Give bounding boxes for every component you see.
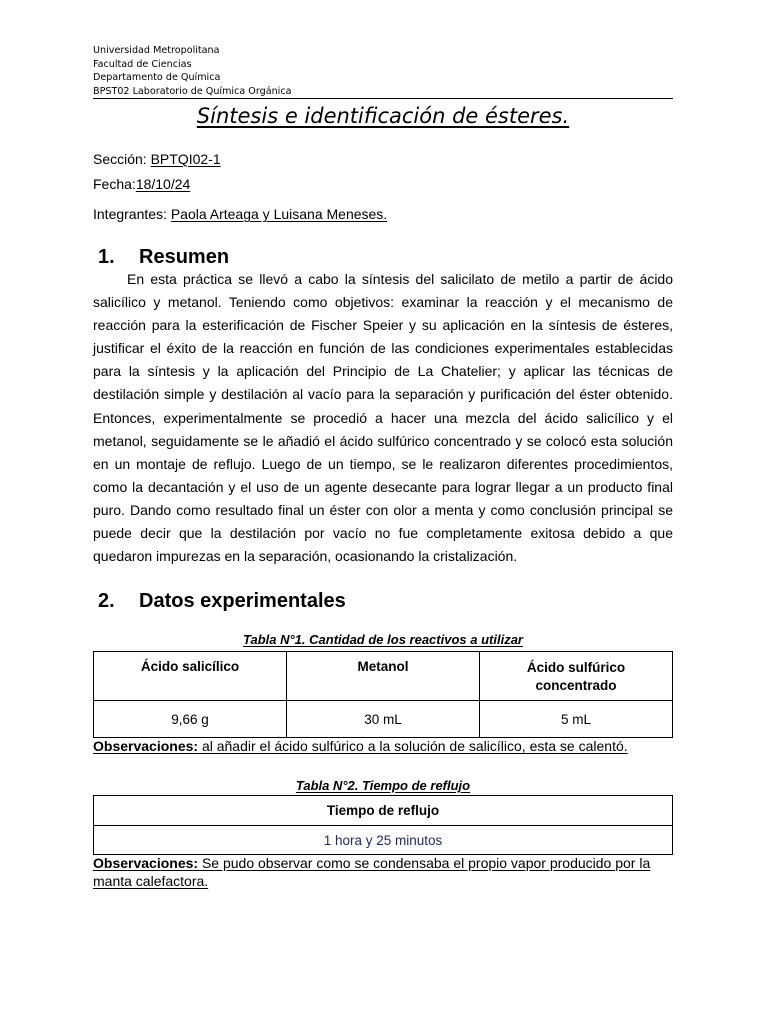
table2-observations bbox=[93, 854, 673, 890]
section-field bbox=[93, 151, 221, 167]
table1-caption: Tabla N°1. Cantidad de los reactivos a utilizar bbox=[243, 632, 523, 647]
table2-caption: Tabla N°2. Tiempo de reflujo bbox=[295, 778, 471, 793]
course-name: BPST02 Laboratorio de Química Orgánica bbox=[93, 85, 292, 97]
date-value: 18/10/24 bbox=[135, 176, 191, 192]
observations-text: Se pudo observar como se condensaba el propio vapor producido por la manta calefactora. bbox=[93, 855, 651, 889]
table-header-row bbox=[94, 652, 673, 701]
date-field bbox=[93, 176, 190, 192]
faculty-name: Facultad de Ciencias bbox=[93, 58, 192, 70]
section-number: 2. bbox=[98, 590, 115, 612]
section-title: Datos experimentales bbox=[139, 590, 346, 612]
observations-label: Observaciones: bbox=[93, 738, 199, 754]
header-divider bbox=[93, 98, 673, 99]
department-name: Departamento de Química bbox=[93, 72, 221, 83]
reagents-table bbox=[93, 651, 673, 738]
letterhead bbox=[93, 44, 673, 98]
document-title: Síntesis e identificación de ésteres. bbox=[196, 104, 570, 128]
members-value: Paola Arteaga y Luisana Meneses. bbox=[170, 206, 388, 222]
header-cell-salicylic-acid: Ácido salicílico bbox=[94, 652, 287, 701]
header-cell-methanol: Metanol bbox=[287, 652, 480, 701]
observations-label: Observaciones: bbox=[93, 855, 199, 871]
observations-text: al añadir el ácido sulfúrico a la solución de salicílico, esta se calentó. bbox=[198, 738, 628, 754]
header-cell-reflux-time: Tiempo de reflujo bbox=[94, 796, 673, 826]
section-heading-resumen bbox=[98, 246, 229, 269]
header-cell-sulfuric-acid: Ácido sulfúrico concentrado bbox=[480, 652, 673, 701]
cell-reflux-time-value: 1 hora y 25 minutos bbox=[94, 826, 673, 855]
university-name: Universidad Metropolitana bbox=[93, 45, 220, 56]
date-label: Fecha: bbox=[93, 176, 136, 192]
section-heading-datos bbox=[98, 590, 346, 613]
table-row bbox=[94, 826, 673, 855]
members-label: Integrantes: bbox=[93, 206, 171, 222]
cell-salicylic-acid-amount: 9,66 g bbox=[94, 701, 287, 738]
table-row bbox=[94, 701, 673, 738]
table-header-row bbox=[94, 796, 673, 826]
cell-sulfuric-acid-amount: 5 mL bbox=[480, 701, 673, 738]
table1-observations bbox=[93, 737, 673, 755]
abstract-paragraph: En esta práctica se llevó a cabo la síntesis del salicilato de metilo a partir de ácido salicílico y metanol. Teniendo como objetivos: examinar la reacción y el mecanismo de reacción para la esterificación de Fischer Speier y su aplicación en la síntesis de ésteres, justificar el éxito de la reacción en función de las condiciones experimentales establecidas para la síntesis y la aplicación del Principio de La Chatelier; y aplicar las técnicas de destilación simple y destilación al vacío para la separación y purificación del éster obtenido. Entonces, experimentalmente se procedió a hacer una mezcla del ácido salicílico y el metanol, seguidamente se le añadió el ácido sulfúrico concentrado y se colocó esta solución en un montaje de reflujo. Luego de un tiempo, se le realizaron diferentes procedimientos, como la decantación y el uso de un agente desecante para lograr llegar a un producto final puro. Dando como resultado final un éster con olor a menta y como conclusión principal se puede decir que la destilación por vacío no fue completamente exitosa debido a que quedaron impurezas en la separación, ocasionando la cristalización. bbox=[93, 271, 673, 565]
cell-methanol-amount: 30 mL bbox=[287, 701, 480, 738]
section-value: BPTQI02-1 bbox=[150, 151, 221, 167]
section-number: 1. bbox=[98, 246, 115, 268]
members-field bbox=[93, 206, 387, 222]
section-label: Sección: bbox=[93, 151, 151, 167]
reflux-time-table bbox=[93, 795, 673, 855]
section-title: Resumen bbox=[139, 246, 230, 268]
